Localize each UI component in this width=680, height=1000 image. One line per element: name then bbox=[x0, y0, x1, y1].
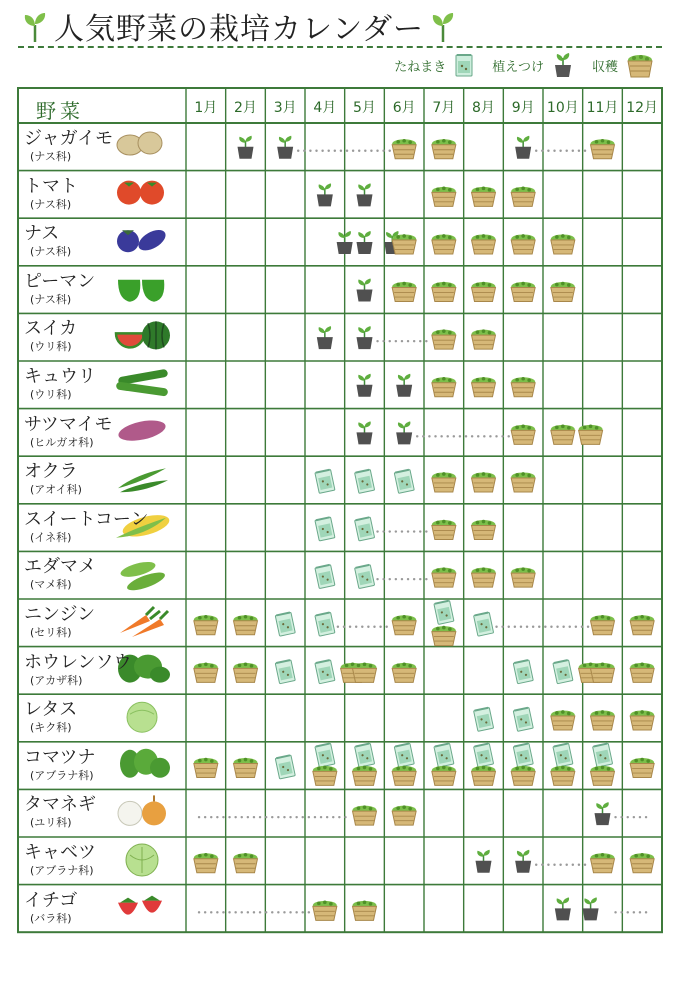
harvest-basket-icon bbox=[511, 766, 535, 786]
harvest-basket-icon bbox=[392, 234, 416, 254]
harvest-basket-icon bbox=[432, 626, 456, 646]
seed-packet-icon bbox=[434, 601, 454, 625]
legend-planting-label: 植えつけ bbox=[492, 59, 544, 75]
harvest-basket-icon bbox=[313, 901, 337, 921]
harvest-basket-icon bbox=[392, 663, 416, 683]
vegetable-row-label bbox=[24, 652, 132, 688]
month-label: 11月 bbox=[586, 100, 619, 116]
harvest-basket-icon bbox=[630, 615, 654, 635]
harvest-basket-icon bbox=[432, 329, 456, 349]
seedling-pot-icon bbox=[555, 897, 571, 920]
month-label: 6月 bbox=[392, 100, 416, 116]
harvest-basket-icon bbox=[511, 425, 535, 445]
seedling-pot-icon bbox=[317, 326, 333, 349]
vegetable-family: (アブラナ科) bbox=[30, 864, 94, 877]
harvest-basket-icon bbox=[392, 282, 416, 302]
vegetable-family: (セリ科) bbox=[30, 626, 72, 639]
harvest-basket-icon bbox=[551, 234, 575, 254]
harvest-basket-icon bbox=[472, 187, 496, 207]
harvest-basket-icon bbox=[392, 139, 416, 159]
legend-harvest-label: 収穫 bbox=[591, 59, 618, 75]
harvest-basket-icon bbox=[591, 139, 615, 159]
seedling-pot-icon bbox=[396, 374, 412, 397]
seed-packet-icon bbox=[394, 743, 414, 767]
harvest-basket-icon bbox=[551, 425, 575, 445]
seed-packet-icon bbox=[434, 743, 454, 767]
sweet-potato-icon bbox=[117, 417, 168, 445]
komatsuna-icon bbox=[120, 749, 170, 778]
seedling-pot-icon bbox=[583, 897, 599, 920]
harvest-basket-icon bbox=[392, 615, 416, 635]
harvest-basket-icon bbox=[511, 377, 535, 397]
harvest-basket-icon bbox=[630, 758, 654, 778]
vegetable-row-label bbox=[24, 461, 82, 497]
harvest-basket-icon bbox=[511, 234, 535, 254]
harvest-basket-icon bbox=[551, 710, 575, 730]
seed-packet-icon bbox=[553, 743, 573, 767]
seed-packet-icon bbox=[355, 743, 375, 767]
seedling-pot-icon bbox=[357, 374, 373, 397]
vegetable-row-label bbox=[24, 128, 113, 164]
month-label: 2月 bbox=[234, 100, 257, 116]
seed-packet-icon bbox=[593, 743, 613, 767]
vegetable-name: ジャガイモ bbox=[24, 128, 114, 149]
vegetable-name: スイカ bbox=[24, 318, 78, 340]
vegetable-row-label bbox=[24, 890, 77, 926]
harvest-basket-icon bbox=[472, 377, 496, 397]
seed-packet-icon bbox=[513, 660, 533, 684]
harvest-basket-icon bbox=[432, 234, 456, 254]
harvest-basket-icon bbox=[472, 520, 496, 540]
harvest-basket-icon bbox=[591, 766, 615, 786]
harvest-basket-icon bbox=[432, 520, 456, 540]
seedling-pot-icon bbox=[238, 136, 254, 159]
harvest-basket-icon bbox=[472, 329, 496, 349]
seedling-pot-icon bbox=[357, 326, 373, 349]
vegetable-name: キュウリ bbox=[24, 366, 96, 387]
harvest-basket-icon bbox=[551, 766, 575, 786]
harvest-basket-icon bbox=[472, 472, 496, 492]
vegetable-row-label bbox=[24, 223, 71, 259]
vegetable-name: サツマイモ bbox=[24, 413, 113, 435]
month-label: 9月 bbox=[511, 100, 535, 116]
harvest-basket-icon bbox=[630, 710, 654, 730]
vegetable-family: (ナス科) bbox=[30, 197, 72, 211]
harvest-basket-icon bbox=[472, 234, 496, 254]
harvest-basket-icon bbox=[392, 766, 416, 786]
pepper-icon bbox=[118, 280, 164, 302]
month-label: 4月 bbox=[313, 100, 337, 116]
seed-packet-icon bbox=[513, 743, 533, 767]
tomato-icon bbox=[117, 181, 164, 205]
carrot-icon bbox=[120, 607, 168, 637]
vegetable-name: レタス bbox=[24, 699, 78, 721]
harvest-basket-icon bbox=[432, 139, 456, 159]
harvest-basket-icon bbox=[591, 663, 615, 683]
vegetable-row-label bbox=[24, 604, 95, 640]
seedling-pot-icon bbox=[357, 421, 373, 444]
vegetable-family: (キク科) bbox=[30, 721, 72, 735]
potato-icon bbox=[117, 132, 162, 155]
seedling-pot-icon bbox=[317, 183, 333, 206]
vegetable-name: キャベツ bbox=[24, 842, 96, 863]
vegetable-family: (アブラナ科) bbox=[30, 768, 94, 782]
harvest-basket-icon bbox=[234, 615, 258, 635]
vegetable-name: エダマメ bbox=[24, 556, 96, 578]
month-label: 8月 bbox=[472, 100, 495, 116]
harvest-basket-icon bbox=[234, 853, 258, 873]
seed-packet-icon bbox=[355, 517, 375, 541]
seed-packet-icon bbox=[275, 660, 295, 684]
vegetable-name: オクラ bbox=[24, 461, 78, 483]
vegetable-row-label bbox=[24, 509, 149, 545]
seed-packet-icon bbox=[315, 743, 335, 767]
vegetable-row-label bbox=[24, 271, 95, 307]
vegetable-family: (ヒルガオ科) bbox=[30, 435, 94, 449]
seed-packet-icon bbox=[315, 517, 335, 541]
seed-packet-icon bbox=[315, 660, 335, 684]
vegetable-row-label bbox=[24, 842, 96, 878]
vegetable-name: ナス bbox=[24, 223, 60, 245]
harvest-basket-icon bbox=[234, 758, 258, 778]
vegetable-name: スイートコーン bbox=[24, 508, 149, 530]
harvest-basket-icon bbox=[194, 758, 218, 778]
seed-packet-icon bbox=[474, 708, 494, 732]
edamame-icon bbox=[119, 559, 167, 594]
harvest-basket-icon bbox=[353, 805, 377, 825]
vegetable-row-label bbox=[24, 699, 77, 735]
harvest-basket-icon bbox=[313, 766, 337, 786]
harvest-basket-icon bbox=[353, 766, 377, 786]
seed-packet-icon bbox=[553, 660, 573, 684]
seed-packet-icon bbox=[355, 565, 375, 589]
seed-packet-icon bbox=[315, 565, 335, 589]
strawberry-icon bbox=[118, 896, 162, 915]
lettuce-icon bbox=[127, 702, 157, 732]
harvest-basket-icon bbox=[511, 187, 535, 207]
vegetable-family: (マメ科) bbox=[30, 578, 72, 592]
month-label: 5月 bbox=[353, 100, 376, 116]
vegetable-family: (ウリ科) bbox=[30, 340, 72, 354]
harvest-basket-icon bbox=[511, 282, 535, 302]
cabbage-icon bbox=[126, 844, 158, 876]
harvest-basket-icon bbox=[472, 766, 496, 786]
vegetable-name: ホウレンソウ bbox=[24, 651, 132, 673]
seedling-pot-icon bbox=[476, 850, 492, 873]
vegetable-name: ニンジン bbox=[24, 604, 96, 625]
legend-sowing-label: たねまき bbox=[394, 59, 447, 75]
cucumber-icon bbox=[116, 369, 169, 397]
harvest-basket-icon bbox=[194, 663, 218, 683]
harvest-basket-icon bbox=[234, 663, 258, 683]
harvest-basket-icon bbox=[194, 615, 218, 635]
harvest-basket-icon bbox=[353, 663, 377, 683]
seed-packet-icon bbox=[474, 743, 494, 767]
vegetable-family: (ユリ科) bbox=[30, 816, 72, 830]
header-vegetable-label: 野菜 bbox=[36, 99, 84, 123]
harvest-basket-icon bbox=[432, 567, 456, 587]
vegetable-family: (ナス科) bbox=[30, 292, 72, 306]
harvest-basket-icon bbox=[630, 853, 654, 873]
harvest-basket-icon bbox=[591, 710, 615, 730]
month-label: 7月 bbox=[432, 100, 456, 116]
harvest-basket-icon bbox=[432, 766, 456, 786]
harvest-basket-icon bbox=[432, 187, 456, 207]
harvest-basket-icon bbox=[591, 615, 615, 635]
month-label: 12月 bbox=[626, 100, 659, 116]
month-label: 10月 bbox=[546, 100, 579, 116]
vegetable-name: コマツナ bbox=[24, 746, 96, 768]
seed-packet-icon bbox=[513, 708, 533, 732]
vegetable-row-label bbox=[24, 366, 96, 402]
harvest-basket-icon bbox=[511, 472, 535, 492]
vegetable-family: (バラ科) bbox=[30, 911, 72, 925]
seedling-pot-icon bbox=[357, 279, 373, 302]
vegetable-name: ピーマン bbox=[24, 270, 96, 292]
vegetable-family: (ウリ科) bbox=[30, 388, 72, 401]
seed-packet-icon bbox=[474, 612, 494, 636]
vegetable-row-label bbox=[24, 414, 113, 450]
seedling-pot-icon bbox=[595, 802, 611, 825]
seed-packet-icon bbox=[315, 470, 335, 494]
harvest-basket-icon bbox=[392, 805, 416, 825]
harvest-basket-icon bbox=[472, 567, 496, 587]
harvest-basket-icon bbox=[591, 853, 615, 873]
month-label: 1月 bbox=[194, 100, 218, 116]
harvest-basket-icon bbox=[194, 853, 218, 873]
harvest-basket-icon bbox=[432, 377, 456, 397]
seed-packet-icon bbox=[355, 470, 375, 494]
harvest-basket-icon bbox=[511, 567, 535, 587]
seedling-pot-icon bbox=[357, 231, 373, 254]
seedling-pot-icon bbox=[277, 136, 293, 159]
vegetable-name: トマト bbox=[24, 175, 78, 197]
seed-packet-icon bbox=[394, 470, 414, 494]
vegetable-row-label bbox=[24, 794, 96, 830]
harvest-basket-icon bbox=[432, 282, 456, 302]
harvest-basket-icon bbox=[432, 472, 456, 492]
vegetable-family: (ナス科) bbox=[30, 245, 72, 259]
seedling-pot-icon bbox=[515, 850, 531, 873]
seed-packet-icon bbox=[275, 755, 295, 779]
vegetable-row-label bbox=[24, 176, 78, 212]
seedling-pot-icon bbox=[515, 136, 531, 159]
harvest-basket-icon bbox=[630, 663, 654, 683]
vegetable-row-label bbox=[24, 556, 96, 592]
vegetable-family: (アカザ科) bbox=[30, 673, 83, 687]
seed-packet-icon bbox=[275, 612, 295, 636]
vegetable-family: (ナス科) bbox=[30, 150, 72, 163]
vegetable-row-label bbox=[24, 747, 95, 783]
vegetable-family: (アオイ科) bbox=[30, 483, 82, 497]
title-text: 人気野菜の栽培カレンダー bbox=[54, 12, 425, 47]
month-label: 3月 bbox=[273, 100, 297, 116]
harvest-basket-icon bbox=[551, 282, 575, 302]
vegetable-family: (イネ科) bbox=[30, 530, 72, 544]
vegetable-name: イチゴ bbox=[24, 889, 78, 911]
harvest-basket-icon bbox=[353, 901, 377, 921]
vegetable-name: タマネギ bbox=[24, 794, 96, 816]
harvest-basket-icon bbox=[579, 425, 603, 445]
watermelon-icon bbox=[116, 321, 170, 349]
onion-icon bbox=[118, 795, 166, 825]
eggplant-icon bbox=[117, 226, 169, 255]
okra-icon bbox=[118, 468, 168, 492]
seed-packet-icon bbox=[315, 612, 335, 636]
harvest-basket-icon bbox=[472, 282, 496, 302]
seedling-pot-icon bbox=[357, 183, 373, 206]
seedling-pot-icon bbox=[396, 421, 412, 444]
vegetable-row-label bbox=[24, 318, 77, 354]
